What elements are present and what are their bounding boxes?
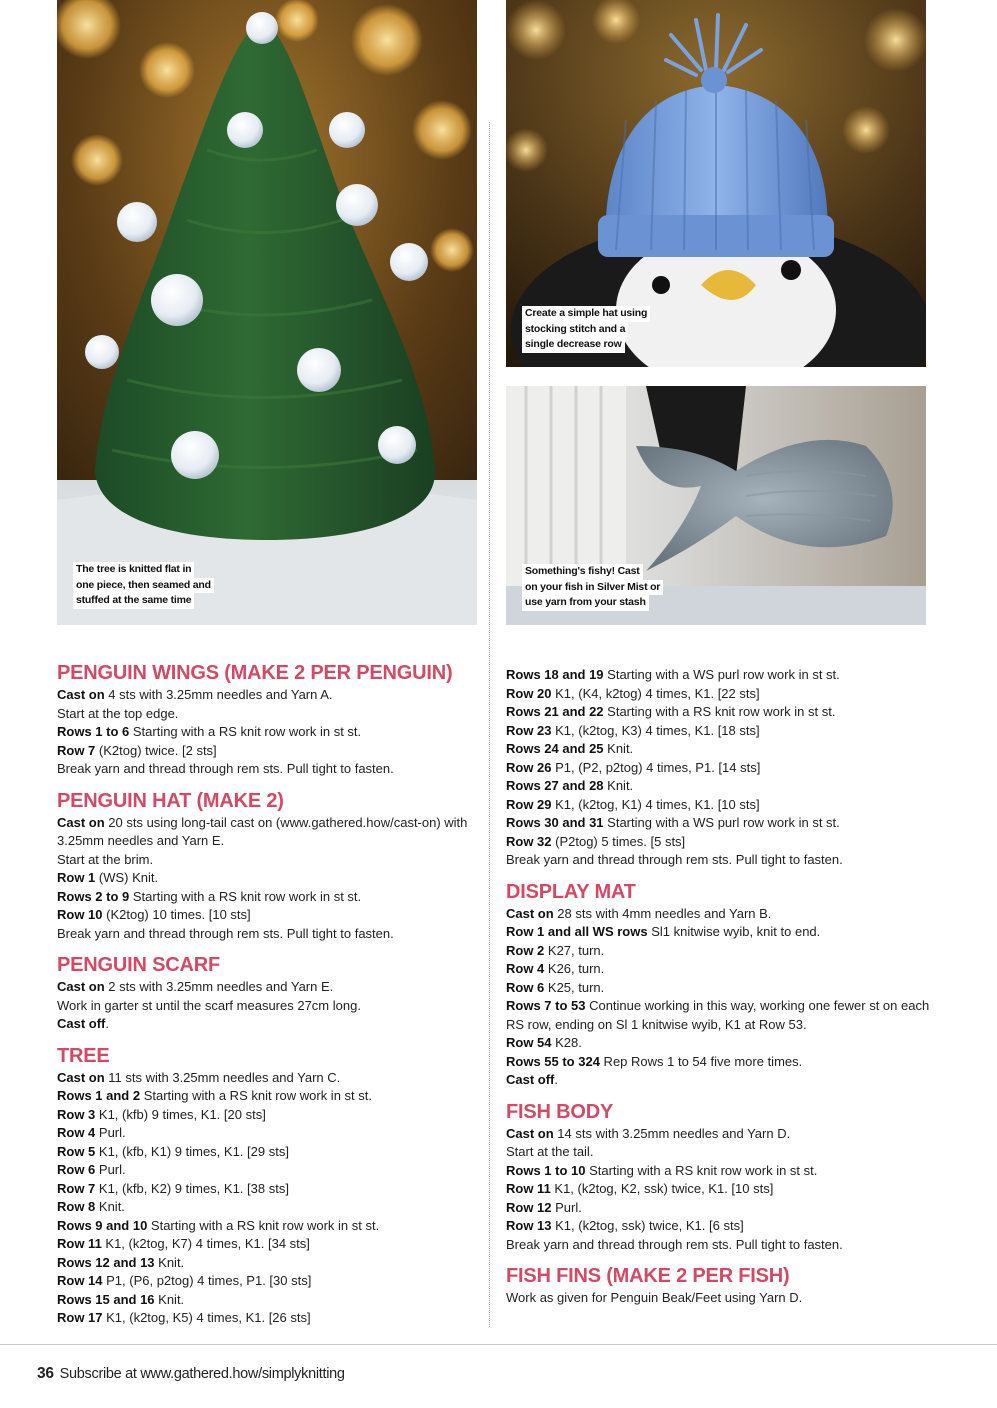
instruction-text: (P2tog) 5 times. [5 sts]: [551, 833, 686, 849]
instruction-text: Work as given for Penguin Beak/Feet using Yarn D.: [506, 1290, 803, 1305]
instruction-label: Row 23: [506, 722, 552, 738]
caption-tree-line: stuffed at the same time: [73, 593, 194, 609]
instruction-label: Rows 2 to 9: [57, 888, 130, 904]
instruction-text: 20 sts using long-tail cast on (www.gathered.how/cast-on) with 3.25mm needles and Yarn E.: [57, 814, 468, 848]
instruction-text: Break yarn and thread through rem sts. Pull tight to fasten.: [57, 925, 394, 941]
instruction-label: Rows 21 and 22: [506, 704, 604, 719]
instruction-label: Row 17: [57, 1310, 103, 1325]
section-heading: PENGUIN SCARF: [57, 954, 220, 976]
instruction-text: Break yarn and thread through rem sts. Pull tight to fasten.: [506, 1236, 843, 1252]
instruction-label: Rows 1 to 6: [57, 724, 130, 739]
instruction-label: Row 8: [57, 1199, 96, 1214]
section-heading: FISH FINS (MAKE 2 PER FISH): [506, 1265, 790, 1287]
instruction-text: K25, turn.: [544, 979, 605, 995]
caption-hat-line: Create a simple hat using: [522, 306, 650, 322]
instruction-label: Cast on: [57, 814, 105, 830]
instruction-line: [57, 1087, 487, 1106]
instruction-label: Row 20: [506, 685, 552, 701]
section-heading: DISPLAY MAT: [506, 880, 636, 903]
instruction-line: [57, 1254, 487, 1273]
instruction-line: [506, 923, 936, 942]
instruction-text: Knit.: [95, 1199, 125, 1214]
instruction-line: [506, 1236, 936, 1255]
instruction-line: [57, 1143, 487, 1162]
caption-tree-line: The tree is knitted flat in: [73, 562, 194, 578]
caption-hat-line: single decrease row: [522, 337, 625, 353]
instruction-line: [57, 1272, 487, 1291]
instruction-label: Rows 24 and 25: [506, 741, 604, 756]
instruction-line: [506, 833, 936, 852]
instruction-text: K1, (k2tog, K5) 4 times, K1. [26 sts]: [102, 1310, 311, 1325]
instruction-text: Starting with a WS purl row work in st st.: [603, 815, 840, 830]
instruction-text: 4 sts with 3.25mm needles and Yarn A.: [104, 687, 333, 702]
instruction-text: Rep Rows 1 to 54 five more times.: [599, 1053, 803, 1069]
caption-fish-line: Something's fishy! Cast: [522, 564, 643, 580]
instruction-line: [506, 997, 936, 1034]
instruction-line: [506, 814, 936, 833]
instruction-label: Row 14: [57, 1273, 103, 1288]
pattern-section: [506, 1263, 936, 1308]
instruction-label: Row 11: [57, 1236, 102, 1251]
instruction-line: [57, 742, 487, 761]
tree-illustration: [57, 0, 477, 625]
instruction-label: Cast on: [506, 905, 554, 921]
instruction-text: Starting with a RS knit row work in st st.: [585, 1162, 818, 1178]
instruction-line: [506, 1162, 936, 1181]
instruction-text: K1, (K4, k2tog) 4 times, K1. [22 sts]: [551, 685, 760, 701]
instruction-label: Row 1: [57, 870, 96, 885]
instruction-line: [57, 888, 487, 907]
instruction-text: K1, (k2tog, K1) 4 times, K1. [10 sts]: [551, 796, 760, 812]
instruction-label: Row 12: [506, 1199, 552, 1215]
instruction-label: Rows 27 and 28: [506, 778, 604, 793]
instruction-label: Row 1 and all WS rows: [506, 924, 648, 939]
instruction-text: Knit.: [154, 1291, 185, 1307]
instruction-text: (K2tog) twice. [2 sts]: [95, 742, 217, 758]
instruction-text: Work in garter st until the scarf measures 27cm long.: [57, 997, 361, 1013]
instruction-line: [506, 777, 936, 796]
subscribe-text: Subscribe at www.gathered.how/simplyknitting: [59, 1366, 345, 1382]
instruction-label: Cast off: [57, 1016, 106, 1031]
caption-fish-line: on your fish in Silver Mist or: [522, 580, 663, 596]
instruction-line: [506, 1199, 936, 1218]
instruction-line: [57, 906, 487, 925]
instruction-line: [506, 851, 936, 870]
caption-fish-line: use yarn from your stash: [522, 595, 649, 611]
pattern-section: [57, 788, 487, 944]
instruction-text: K1, (kfb) 9 times, K1. [20 sts]: [95, 1106, 266, 1122]
photo-penguin-hat: [506, 0, 926, 367]
instruction-text: K27, turn.: [544, 942, 605, 958]
instruction-line: [506, 740, 936, 759]
instruction-text: Knit.: [603, 778, 634, 793]
pattern-section: [57, 660, 487, 779]
instruction-label: Rows 9 and 10: [57, 1217, 148, 1233]
instruction-line: [57, 1180, 487, 1199]
instruction-text: 11 sts with 3.25mm needles and Yarn C.: [104, 1069, 341, 1085]
instruction-line: [57, 1309, 487, 1328]
instruction-label: Rows 18 and 19: [506, 667, 604, 682]
instruction-line: [57, 1106, 487, 1125]
section-heading: PENGUIN WINGS (MAKE 2 PER PENGUIN): [57, 662, 453, 684]
instruction-text: .: [554, 1072, 559, 1087]
instruction-line: [506, 1053, 936, 1072]
instruction-line: [506, 1289, 936, 1308]
instruction-text: Start at the tail.: [506, 1144, 594, 1159]
pattern-section: [57, 1043, 487, 1328]
instruction-label: Rows 7 to 53: [506, 998, 586, 1013]
photo-knitted-fish: [506, 386, 926, 625]
instruction-label: Row 5: [57, 1143, 96, 1159]
column-divider: [489, 122, 490, 1327]
instruction-text: K28.: [551, 1035, 582, 1050]
instruction-label: Rows 12 and 13: [57, 1254, 155, 1270]
instruction-line: [506, 796, 936, 815]
instruction-label: Row 13: [506, 1218, 552, 1233]
instruction-line: [506, 1071, 936, 1090]
instruction-line: [57, 869, 487, 888]
instruction-text: 28 sts with 4mm needles and Yarn B.: [553, 905, 772, 921]
instruction-line: [57, 925, 487, 944]
caption-hat: [522, 306, 650, 353]
instruction-label: Row 3: [57, 1106, 96, 1122]
instruction-line: [57, 1235, 487, 1254]
instruction-line: [506, 685, 936, 704]
instruction-text: Break yarn and thread through rem sts. Pull tight to fasten.: [57, 761, 394, 776]
page-footer: [37, 1365, 345, 1383]
instruction-label: Row 26: [506, 759, 552, 775]
instruction-line: [506, 759, 936, 778]
instruction-text: Purl.: [95, 1162, 126, 1177]
instruction-text: Purl.: [551, 1199, 582, 1215]
instruction-line: [57, 1217, 487, 1236]
pattern-section: [57, 952, 487, 1034]
left-column: [57, 660, 487, 1337]
instruction-line: [506, 960, 936, 979]
instruction-line: [506, 1034, 936, 1053]
instruction-label: Row 10: [57, 907, 103, 922]
instruction-line: [57, 723, 487, 742]
instruction-label: Row 2: [506, 942, 545, 958]
instruction-text: K1, (kfb, K1) 9 times, K1. [29 sts]: [95, 1143, 289, 1159]
footer-rule: [0, 1344, 997, 1345]
instruction-label: Cast off: [506, 1072, 555, 1087]
instruction-text: Starting with a RS knit row work in st st.: [129, 888, 362, 904]
instruction-line: [506, 703, 936, 722]
instruction-line: [506, 1143, 936, 1162]
instruction-text: Purl.: [95, 1125, 126, 1140]
instruction-text: Break yarn and thread through rem sts. Pull tight to fasten.: [506, 852, 843, 867]
photo-knitted-tree: [57, 0, 477, 625]
instruction-line: [506, 722, 936, 741]
instruction-text: K1, (k2tog, K7) 4 times, K1. [34 sts]: [101, 1236, 310, 1251]
instruction-line: [57, 1198, 487, 1217]
instruction-label: Row 6: [506, 979, 545, 995]
instruction-line: [506, 1180, 936, 1199]
instruction-line: [506, 666, 936, 685]
instruction-text: P1, (P6, p2tog) 4 times, P1. [30 sts]: [102, 1273, 312, 1288]
instruction-line: [57, 851, 487, 870]
right-column: [506, 666, 936, 1317]
instruction-text: (WS) Knit.: [95, 870, 159, 885]
caption-tree: [73, 562, 214, 609]
instruction-label: Rows 15 and 16: [57, 1291, 155, 1307]
instruction-line: [57, 1015, 487, 1034]
instruction-label: Rows 1 and 2: [57, 1088, 141, 1103]
instruction-label: Cast on: [506, 1125, 554, 1141]
instruction-text: Starting with a RS knit row work in st st.: [140, 1088, 372, 1103]
instruction-label: Rows 30 and 31: [506, 815, 604, 830]
instruction-label: Cast on: [57, 687, 105, 702]
instruction-text: 2 sts with 3.25mm needles and Yarn E.: [104, 979, 334, 994]
instruction-label: Row 4: [57, 1125, 96, 1140]
instruction-text: Starting with a RS knit row work in st st.: [147, 1217, 380, 1233]
instruction-text: K1, (k2tog, ssk) twice, K1. [6 sts]: [551, 1218, 744, 1233]
pattern-section: [506, 1099, 936, 1255]
instruction-label: Row 7: [57, 742, 96, 758]
section-heading: PENGUIN HAT (MAKE 2): [57, 789, 284, 812]
instruction-text: P1, (P2, p2tog) 4 times, P1. [14 sts]: [551, 759, 761, 775]
instruction-line: [57, 705, 487, 724]
instruction-text: Knit.: [603, 741, 634, 756]
section-heading: TREE: [57, 1044, 110, 1067]
instruction-text: Starting with a WS purl row work in st st.: [603, 667, 840, 682]
instruction-line: [57, 760, 487, 779]
instruction-line: [506, 979, 936, 998]
instruction-text: .: [105, 1016, 110, 1031]
instruction-text: Starting with a RS knit row work in st st.: [603, 704, 836, 719]
instruction-line: [57, 1161, 487, 1180]
instruction-text: Knit.: [154, 1254, 185, 1270]
instruction-line: [57, 1291, 487, 1310]
instruction-text: K1, (k2tog, K2, ssk) twice, K1. [10 sts]: [550, 1181, 774, 1196]
instruction-text: K26, turn.: [544, 961, 605, 976]
caption-tree-line: one piece, then seamed and: [73, 578, 214, 594]
instruction-line: [57, 814, 487, 851]
instruction-label: Cast on: [57, 979, 105, 994]
instruction-text: Starting with a RS knit row work in st st.: [129, 724, 362, 739]
pattern-section: [506, 666, 936, 870]
caption-hat-line: stocking stitch and a: [522, 322, 628, 338]
instruction-text: Start at the brim.: [57, 851, 154, 867]
instruction-text: Sl1 knitwise wyib, knit to end.: [647, 924, 821, 939]
instruction-line: [57, 1069, 487, 1088]
instruction-label: Cast on: [57, 1069, 105, 1085]
instruction-line: [506, 1125, 936, 1144]
instruction-label: Row 11: [506, 1181, 551, 1196]
instruction-line: [57, 686, 487, 705]
page-number: 36: [37, 1365, 54, 1382]
instruction-label: Row 7: [57, 1180, 96, 1196]
instruction-text: 14 sts with 3.25mm needles and Yarn D.: [553, 1125, 791, 1141]
instruction-text: (K2tog) 10 times. [10 sts]: [102, 907, 251, 922]
instruction-label: Row 29: [506, 796, 552, 812]
instruction-label: Row 4: [506, 961, 545, 976]
instruction-text: Continue working in this way, working one fewer st on each RS row, ending on Sl 1 knitwise wyib, K1 at Row 53.: [506, 998, 930, 1032]
instruction-label: Row 32: [506, 833, 552, 849]
instruction-line: [57, 1124, 487, 1143]
section-heading: FISH BODY: [506, 1100, 614, 1123]
caption-fish: [522, 564, 663, 611]
instruction-text: K1, (k2tog, K3) 4 times, K1. [18 sts]: [551, 722, 760, 738]
instruction-text: Start at the top edge.: [57, 705, 179, 721]
instruction-line: [57, 978, 487, 997]
instruction-label: Row 54: [506, 1035, 552, 1050]
instruction-line: [506, 905, 936, 924]
instruction-label: Row 6: [57, 1162, 96, 1177]
instruction-label: Rows 1 to 10: [506, 1162, 586, 1178]
instruction-line: [506, 942, 936, 961]
instruction-text: K1, (kfb, K2) 9 times, K1. [38 sts]: [95, 1180, 289, 1196]
instruction-label: Rows 55 to 324: [506, 1053, 600, 1069]
pattern-section: [506, 879, 936, 1090]
instruction-line: [506, 1217, 936, 1236]
instruction-line: [57, 997, 487, 1016]
